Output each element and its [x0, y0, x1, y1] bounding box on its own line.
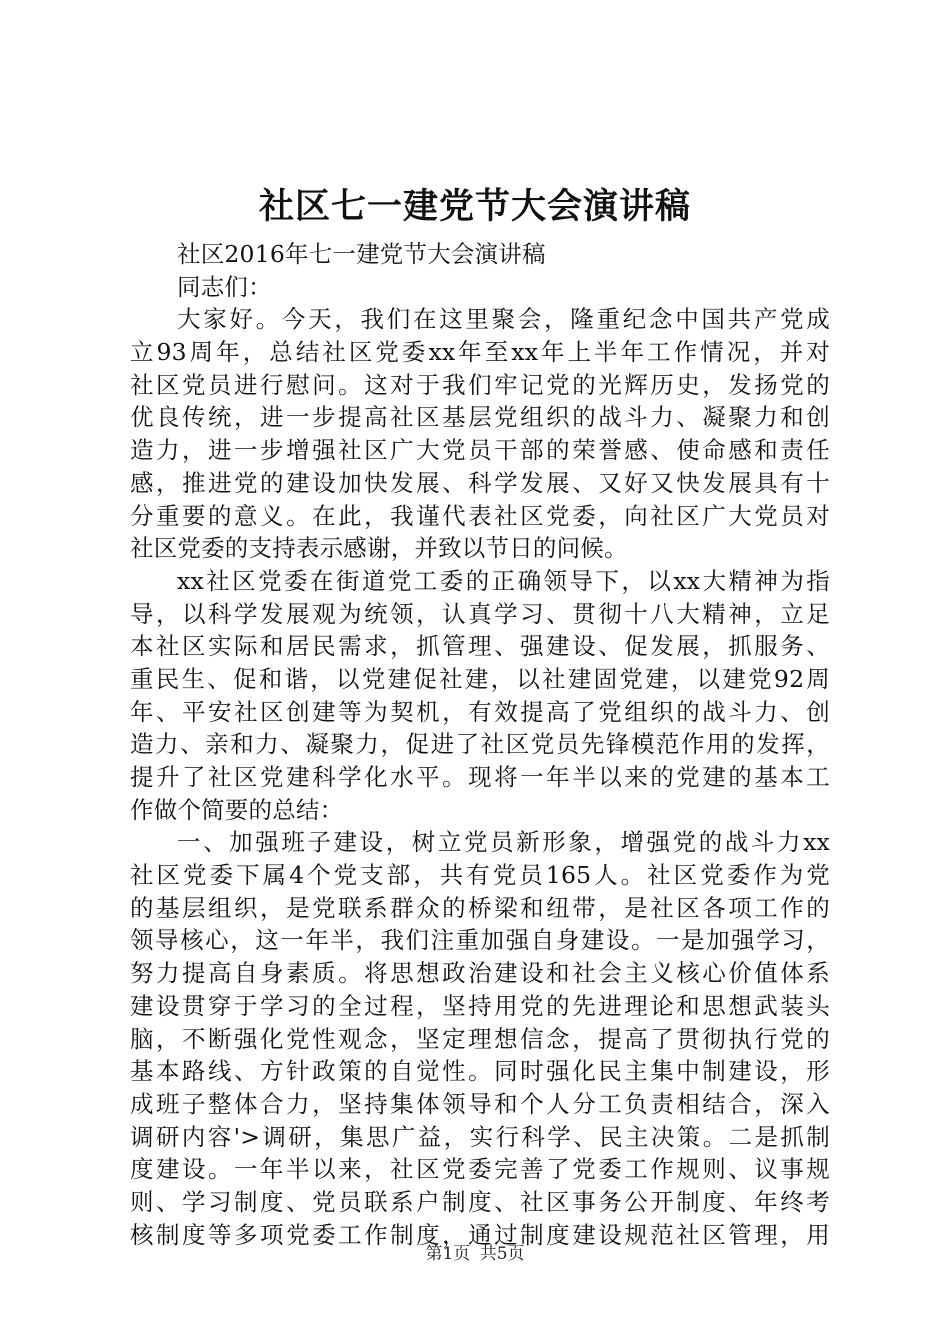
text-line: 基本路线、方针政策的自觉性。同时强化民主集中制建设，形 [130, 1057, 830, 1086]
document-title: 社区七一建党节大会演讲稿 [258, 186, 691, 227]
document-body [130, 238, 830, 1251]
page-total: 共5页 [479, 1244, 525, 1264]
text-line: 社区党委的支持表示感谢，并致以节日的问候。 [130, 534, 628, 563]
text-line: 努力提高自身素质。将思想政治建设和社会主义核心价值体系 [130, 959, 830, 988]
page-number: 第1页 [425, 1244, 471, 1264]
text-line: 核制度等多项党委工作制度，通过制度建设规范社区管理，用 [130, 1220, 830, 1249]
text-line: 本社区实际和居民需求，抓管理、强建设、促发展，抓服务、 [130, 632, 830, 661]
text-line: 社区2016年七一建党节大会演讲稿 [177, 240, 546, 268]
text-line: 社区党委下属4个党支部，共有党员165人。社区党委作为党 [130, 861, 830, 890]
text-line: 社区党员进行慰问。这对于我们牢记党的光辉历史，发扬党的 [130, 370, 830, 399]
text-line: 大家好。今天，我们在这里聚会，隆重纪念中国共产党成 [177, 305, 830, 334]
text-line: 领导核心，这一年半，我们注重加强自身建设。一是加强学习， [130, 926, 830, 955]
text-line: 年、平安社区创建等为契机，有效提高了党组织的战斗力、创 [130, 697, 830, 726]
text-line: 分重要的意义。在此，我谨代表社区党委，向社区广大党员对 [130, 501, 830, 530]
text-line: 重民生、促和谐，以党建促社建，以社建固党建，以建党92周 [130, 664, 830, 693]
text-line: 感，推进党的建设加快发展、科学发展、又好又快发展具有十 [130, 468, 830, 497]
text-line: 导，以科学发展观为统领，认真学习、贯彻十八大精神，立足 [130, 599, 830, 628]
text-line: 调研内容'>调研，集思广益，实行科学、民主决策。二是抓制 [130, 1122, 830, 1151]
text-line: 造力，进一步增强社区广大党员干部的荣誉感、使命感和责任 [130, 436, 830, 465]
text-line: 脑，不断强化党性观念，坚定理想信念，提高了贯彻执行党的 [130, 1024, 830, 1053]
text-line: 度建设。一年半以来，社区党委完善了党委工作规则、议事规 [130, 1155, 830, 1184]
text-line: 作做个简要的总结： [130, 795, 344, 824]
text-line: xx社区党委在街道党工委的正确领导下，以xx大精神为指 [177, 566, 830, 595]
text-line: 一、加强班子建设，树立党员新形象，增强党的战斗力xx [177, 828, 830, 857]
text-line: 同志们： [177, 272, 272, 301]
text-line: 则、学习制度、党员联系户制度、社区事务公开制度、年终考 [130, 1187, 830, 1216]
text-line: 造力、亲和力、凝聚力，促进了社区党员先锋模范作用的发挥， [130, 730, 830, 759]
text-line: 优良传统，进一步提高社区基层党组织的战斗力、凝聚力和创 [130, 403, 830, 432]
text-line: 立93周年，总结社区党委xx年至xx年上半年工作情况，并对 [130, 338, 830, 367]
page-footer [0, 1242, 950, 1266]
text-line: 提升了社区党建科学化水平。现将一年半以来的党建的基本工 [130, 763, 830, 791]
text-line: 建设贯穿于学习的全过程，坚持用党的先进理论和思想武装头 [130, 991, 830, 1020]
text-line: 的基层组织，是党联系群众的桥梁和纽带，是社区各项工作的 [130, 893, 830, 922]
text-line: 成班子整体合力，坚持集体领导和个人分工负责相结合，深入 [130, 1089, 830, 1118]
